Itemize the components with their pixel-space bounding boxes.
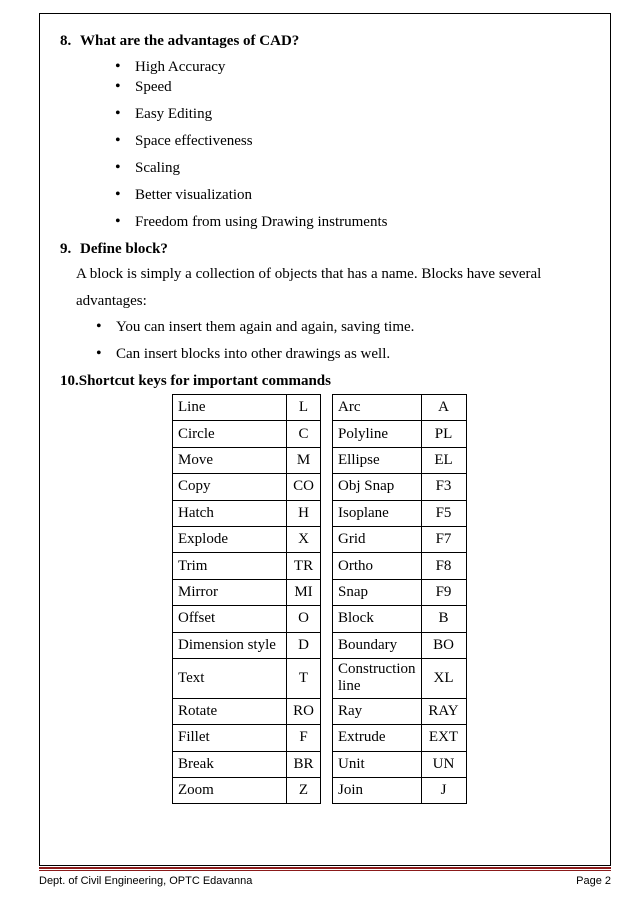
command-cell: Obj Snap: [333, 474, 422, 500]
table-row: [333, 395, 467, 421]
table-row: [333, 447, 467, 473]
table-row: [173, 421, 321, 447]
list-item: • Better visualization: [135, 186, 252, 204]
table-row: [173, 395, 321, 421]
shortcut-table-right: [332, 394, 467, 804]
q9-paragraph-line2: advantages:: [76, 293, 147, 309]
table-row: [333, 526, 467, 552]
table-row: [173, 632, 321, 658]
shortcut-cell: RAY: [421, 698, 466, 724]
shortcut-cell: D: [287, 632, 321, 658]
table-row: [173, 579, 321, 605]
q9-title: Define block?: [80, 241, 168, 257]
shortcut-cell: MI: [287, 579, 321, 605]
shortcut-cell: H: [287, 500, 321, 526]
command-cell: Zoom: [173, 778, 287, 804]
shortcut-table-left: [172, 394, 321, 804]
command-cell: Ortho: [333, 553, 422, 579]
table-row: [333, 778, 467, 804]
q8-heading: [60, 32, 299, 50]
table-row: [173, 606, 321, 632]
shortcut-cell: F7: [421, 526, 466, 552]
table-row: [333, 474, 467, 500]
shortcut-cell: F: [287, 725, 321, 751]
command-cell: Snap: [333, 579, 422, 605]
table-row: [173, 474, 321, 500]
command-cell: Text: [173, 658, 287, 698]
shortcut-cell: TR: [287, 553, 321, 579]
shortcut-cell: RO: [287, 698, 321, 724]
command-cell: Rotate: [173, 698, 287, 724]
shortcut-cell: PL: [421, 421, 466, 447]
command-cell: Explode: [173, 526, 287, 552]
q9-heading: [60, 240, 168, 258]
q10-heading: [60, 372, 331, 390]
command-cell: Arc: [333, 395, 422, 421]
q9-paragraph-line1: A block is simply a collection of objects that has a name. Blocks have several: [76, 266, 542, 282]
list-item: • Can insert blocks into other drawings as well.: [116, 345, 390, 363]
table-row: [173, 751, 321, 777]
shortcut-cell: X: [287, 526, 321, 552]
list-item: • High Accuracy: [135, 58, 225, 76]
table-row: [333, 698, 467, 724]
command-cell: Copy: [173, 474, 287, 500]
table-row: [333, 632, 467, 658]
command-cell: Extrude: [333, 725, 422, 751]
shortcut-cell: EL: [421, 447, 466, 473]
command-cell: Isoplane: [333, 500, 422, 526]
command-cell: Hatch: [173, 500, 287, 526]
q9-number: 9.: [60, 241, 72, 257]
command-cell: Fillet: [173, 725, 287, 751]
shortcut-cell: J: [421, 778, 466, 804]
shortcut-cell: BR: [287, 751, 321, 777]
table-row: [173, 526, 321, 552]
command-cell: Unit: [333, 751, 422, 777]
command-cell: Construction line: [333, 658, 422, 698]
shortcut-cell: UN: [421, 751, 466, 777]
list-item: • Easy Editing: [135, 105, 212, 123]
q10-title: Shortcut keys for important commands: [78, 373, 331, 389]
q10-number: 10.: [60, 373, 79, 389]
footer-rule: [39, 867, 611, 869]
command-cell: Line: [173, 395, 287, 421]
list-item: • Space effectiveness: [135, 132, 253, 150]
list-item: • Speed: [135, 78, 172, 96]
shortcut-cell: O: [287, 606, 321, 632]
footer-rule-thin: [39, 870, 611, 871]
command-cell: Grid: [333, 526, 422, 552]
table-row: [173, 725, 321, 751]
command-cell: Dimension style: [173, 632, 287, 658]
footer-page-number: Page 2: [576, 875, 611, 887]
command-cell: Break: [173, 751, 287, 777]
table-row: [333, 500, 467, 526]
command-cell: Circle: [173, 421, 287, 447]
q8-title: What are the advantages of CAD?: [80, 33, 300, 49]
table-row: [173, 778, 321, 804]
shortcut-cell: T: [287, 658, 321, 698]
list-item: • You can insert them again and again, saving time.: [116, 318, 414, 336]
table-row: [333, 658, 467, 698]
table-row: [173, 698, 321, 724]
table-row: [333, 751, 467, 777]
shortcut-cell: C: [287, 421, 321, 447]
shortcut-cell: A: [421, 395, 466, 421]
shortcut-cell: XL: [421, 658, 466, 698]
command-cell: Join: [333, 778, 422, 804]
shortcut-cell: L: [287, 395, 321, 421]
shortcut-cell: BO: [421, 632, 466, 658]
shortcut-cell: F8: [421, 553, 466, 579]
table-row: [333, 606, 467, 632]
command-cell: Mirror: [173, 579, 287, 605]
list-item: • Scaling: [135, 159, 180, 177]
shortcut-cell: Z: [287, 778, 321, 804]
table-row: [333, 421, 467, 447]
shortcut-cell: EXT: [421, 725, 466, 751]
list-item: • Freedom from using Drawing instruments: [135, 213, 387, 231]
shortcut-cell: F9: [421, 579, 466, 605]
shortcut-cell: F5: [421, 500, 466, 526]
table-row: [173, 658, 321, 698]
command-cell: Move: [173, 447, 287, 473]
q8-number: 8.: [60, 33, 72, 49]
shortcut-cell: F3: [421, 474, 466, 500]
table-row: [333, 553, 467, 579]
command-cell: Trim: [173, 553, 287, 579]
shortcut-cell: M: [287, 447, 321, 473]
table-row: [173, 500, 321, 526]
footer-department: Dept. of Civil Engineering, OPTC Edavanna: [39, 875, 253, 887]
command-cell: Polyline: [333, 421, 422, 447]
table-row: [333, 579, 467, 605]
command-cell: Offset: [173, 606, 287, 632]
table-row: [333, 725, 467, 751]
command-cell: Ray: [333, 698, 422, 724]
shortcut-cell: CO: [287, 474, 321, 500]
command-cell: Block: [333, 606, 422, 632]
command-cell: Ellipse: [333, 447, 422, 473]
command-cell: Boundary: [333, 632, 422, 658]
page-border: [39, 13, 611, 866]
shortcut-cell: B: [421, 606, 466, 632]
table-row: [173, 553, 321, 579]
table-row: [173, 447, 321, 473]
